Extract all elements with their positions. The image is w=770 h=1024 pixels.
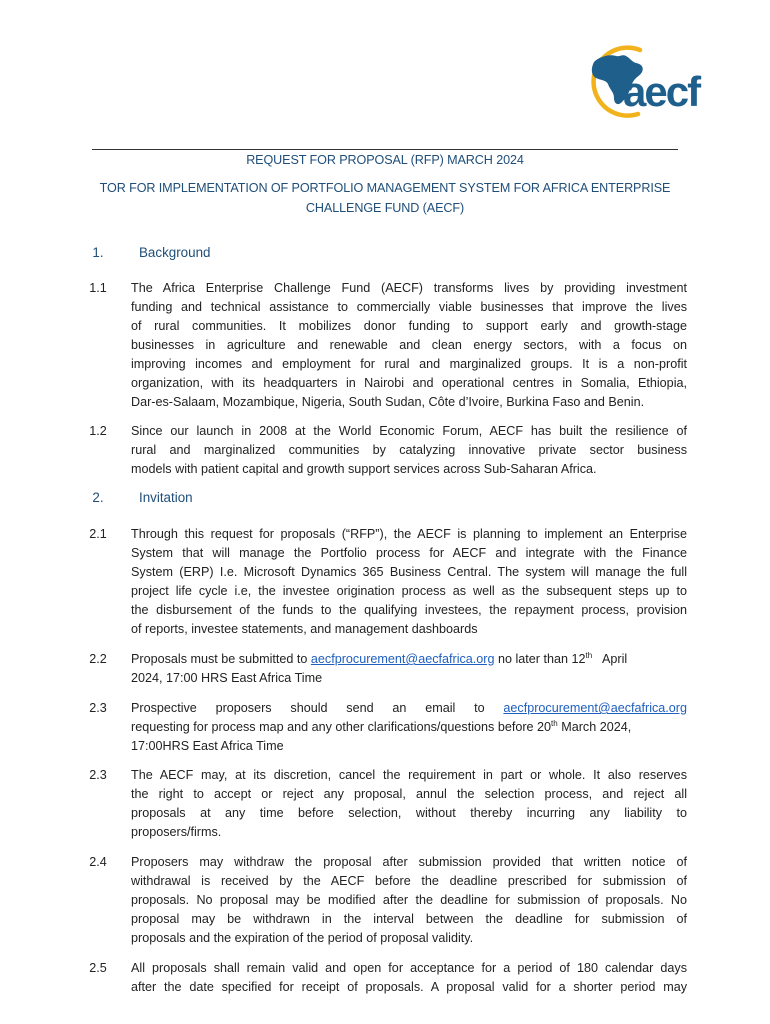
para-line: withdrawal is received by the AECF before the deadline prescribed for submission of	[131, 874, 687, 888]
para-line: of rural communities. It mobilizes donor funding to support early and growth-stage	[131, 319, 687, 333]
para-line: All proposals shall remain valid and open for acceptance for a period of 180 calendar days	[131, 961, 687, 975]
para-line: Since our launch in 2008 at the World Economic Forum, AECF has built the resilience of	[131, 424, 687, 438]
para-2-1	[131, 525, 687, 639]
para-2-2	[131, 650, 687, 688]
para-line: Through this request for proposals (“RFP”), the AECF is planning to implement an Enterprise	[131, 527, 687, 541]
para-line: System (ERP) I.e. Microsoft Dynamics 365 Business Central. The system will manage the full	[131, 565, 687, 579]
section-1-number: 1.	[92, 245, 104, 260]
para-line: organization, with its headquarters in Nairobi and operational centres in Somalia, Ethiopia,	[131, 376, 687, 390]
section-1-heading: Background	[139, 245, 211, 260]
para-line: businesses in agriculture and renewable and clean energy sectors, with a focus on	[131, 338, 687, 352]
para-1-2-number: 1.2	[89, 424, 107, 438]
para-2-4	[131, 853, 687, 948]
text: requesting for process map and any other clarifications/questions before 20	[131, 720, 552, 734]
para-line	[131, 699, 687, 718]
para-line: rural and marginalized communities by catalyzing innovative private sector business	[131, 443, 687, 457]
superscript: th	[585, 650, 593, 660]
tor-title	[92, 178, 678, 218]
para-1-2	[131, 422, 687, 479]
para-line: proposers/firms.	[131, 825, 222, 839]
text: April	[592, 652, 628, 666]
logo-wordmark: aecf	[623, 68, 700, 115]
para-2-3b	[131, 766, 687, 842]
para-2-3	[131, 699, 687, 756]
para-line: The AECF may, at its discretion, cancel the requirement in part or whole. It also reserves	[131, 768, 687, 782]
para-line: improving incomes and employment for rural and marginalized groups. It is a non-profit	[131, 357, 687, 371]
text: Prospective proposers should send an email to	[131, 701, 504, 715]
text: March 2024,	[557, 720, 632, 734]
para-line: proposals at any time before selection, without thereby incurring any liability to	[131, 806, 687, 820]
para-1-1	[131, 279, 687, 412]
tor-title-line1: TOR FOR IMPLEMENTATION OF PORTFOLIO MANAGEMENT SYSTEM FOR AFRICA ENTERPRISE	[99, 181, 671, 195]
procurement-email-link[interactable]: aecfprocurement@aecfafrica.org	[310, 652, 495, 666]
para-1-1-number: 1.1	[89, 281, 107, 295]
para-2-2-number: 2.2	[89, 652, 107, 666]
para-line: Dar-es-Salaam, Mozambique, Nigeria, South Sudan, Côte d’Ivoire, Burkina Faso and Benin.	[131, 395, 645, 409]
para-line	[131, 650, 687, 669]
section-2-number: 2.	[92, 490, 104, 505]
para-line: proposals and the expiration of the period of proposal validity.	[131, 931, 474, 945]
aecf-logo-graphic	[576, 44, 716, 119]
para-line: 17:00HRS East Africa Time	[131, 739, 284, 753]
tor-title-line2: CHALLENGE FUND (AECF)	[305, 201, 465, 215]
text: Proposals must be submitted to	[131, 652, 311, 666]
aecf-logo	[576, 44, 716, 119]
para-2-5-number: 2.5	[89, 961, 107, 975]
para-line: project life cycle i.e, the investee origination process as well as the subsequent steps up to	[131, 584, 687, 598]
para-line: Proposers may withdraw the proposal after submission provided that written notice of	[131, 855, 687, 869]
para-line: models with patient capital and growth support services across Sub-Saharan Africa.	[131, 462, 597, 476]
procurement-email-link-2[interactable]: aecfprocurement@aecfafrica.org	[503, 701, 687, 715]
para-2-5	[131, 959, 687, 997]
para-line: of reports, investee statements, and management dashboards	[131, 622, 478, 636]
para-2-1-number: 2.1	[89, 527, 107, 541]
para-line: the disbursement of the funds to the qualifying investees, the repayment process, provision	[131, 603, 687, 617]
para-2-4-number: 2.4	[89, 855, 107, 869]
para-line: funding and technical assistance to commercially viable businesses that improve the lives	[131, 300, 687, 314]
para-line: proposal may be withdrawn in the interval between the deadline for submission of	[131, 912, 687, 926]
para-2-3-number: 2.3	[89, 701, 107, 715]
para-line: The Africa Enterprise Challenge Fund (AECF) transforms lives by providing investment	[131, 281, 687, 295]
para-line: System that will manage the Portfolio process for AECF and integrate with the Finance	[131, 546, 687, 560]
para-line: the right to accept or reject any proposal, annul the selection process, and reject all	[131, 787, 687, 801]
para-line	[131, 718, 687, 737]
section-2-heading: Invitation	[139, 490, 193, 505]
para-2-3b-number: 2.3	[89, 768, 107, 782]
para-line: 2024, 17:00 HRS East Africa Time	[131, 671, 323, 685]
para-line: after the date specified for receipt of proposals. A proposal valid for a shorter period may	[131, 980, 687, 994]
superscript: th	[551, 718, 558, 728]
rfp-title: REQUEST FOR PROPOSAL (RFP) MARCH 2024	[246, 153, 524, 167]
text: no later than 12	[494, 652, 586, 666]
para-line: proposals. No proposal may be modified after the deadline for submission of proposals. No	[131, 893, 687, 907]
